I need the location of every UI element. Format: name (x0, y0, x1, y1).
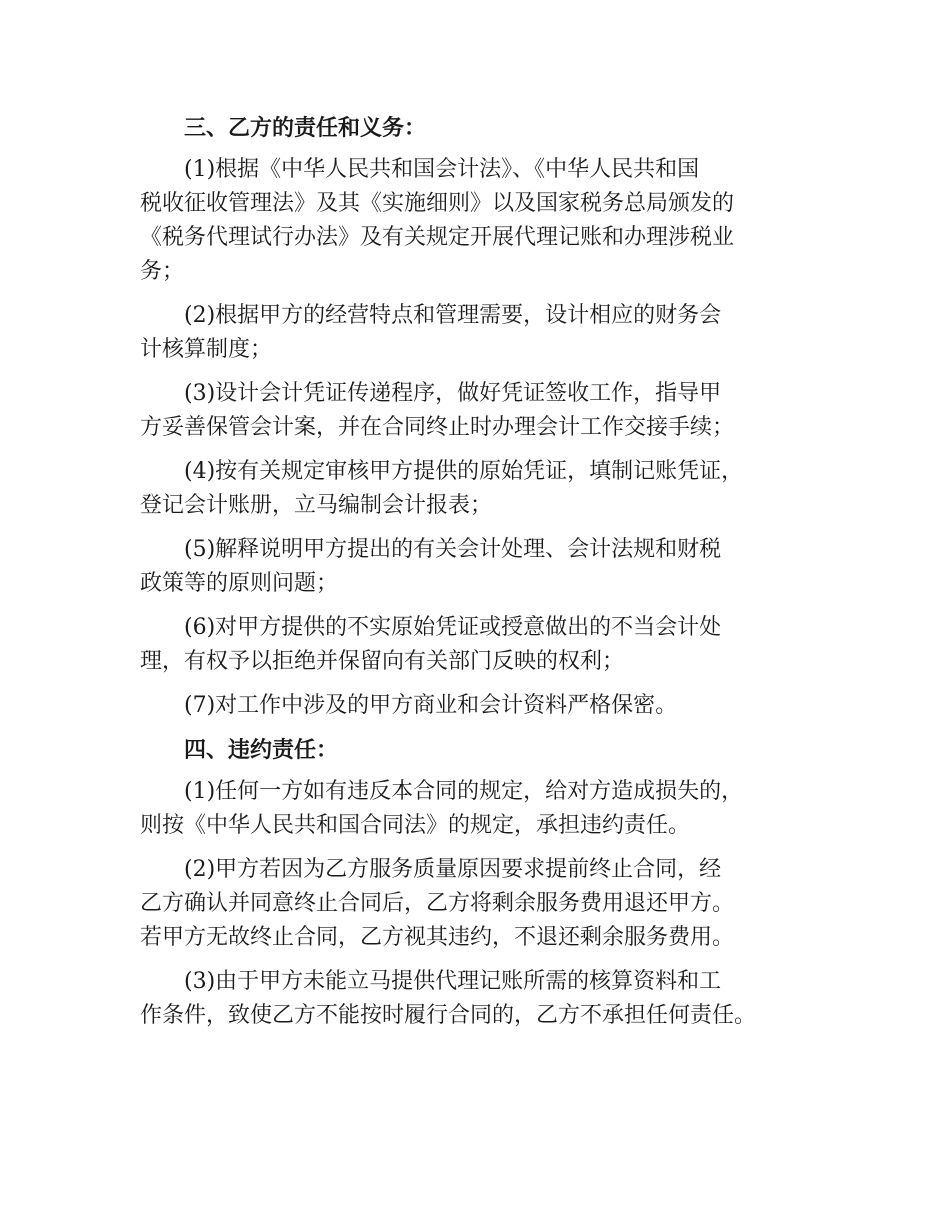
clause-line: (7)对工作中涉及的甲方商业和会计资料严格保密。 (184, 693, 678, 718)
clause-line: 务； (140, 259, 185, 284)
clause-line: 乙方确认并同意终止合同后，乙方将剩余服务费用退还甲方。 (140, 891, 735, 916)
clause-line: (6)对甲方提供的不实原始凭证或授意做出的不当会计处 (184, 615, 722, 640)
clause-line: (5)解释说明甲方提出的有关会计处理、会计法规和财税 (184, 537, 722, 562)
clause-item (140, 775, 830, 843)
clause-item (140, 853, 830, 955)
clause-item (140, 533, 830, 601)
clause-line: (3)由于甲方未能立马提供代理记账所需的核算资料和工 (184, 969, 722, 994)
clause-line: (2)甲方若因为乙方服务质量原因要求提前终止合同，经 (184, 857, 722, 882)
clause-line: (2)根据甲方的经营特点和管理需要，设计相应的财务会 (184, 303, 722, 328)
clause-line: 方妥善保管会计案，并在合同终止时办理会计工作交接手续； (140, 415, 735, 440)
clause-item (140, 153, 830, 289)
section-heading-responsibilities: 三、乙方的责任和义务： (184, 115, 427, 141)
clause-line: 《税务代理试行办法》及有关规定开展代理记账和办理涉税业 (140, 225, 735, 250)
clause-item (140, 299, 830, 367)
section-heading-breach-liability: 四、违约责任： (184, 737, 339, 763)
document-body (140, 111, 830, 1043)
clause-line: (4)按有关规定审核甲方提供的原始凭证，填制记账凭证， (184, 459, 744, 484)
clause-line: (1)根据《中华人民共和国会计法》、《中华人民共和国 (184, 157, 700, 182)
clause-line: 计核算制度； (140, 337, 273, 362)
clause-item (140, 965, 830, 1033)
clause-item (140, 377, 830, 445)
clause-line: 则按《中华人民共和国合同法》的规定，承担违约责任。 (140, 813, 691, 838)
clause-line: 税收征收管理法》及其《实施细则》以及国家税务总局颁发的 (140, 191, 735, 216)
clause-line: 若甲方无故终止合同，乙方视其违约，不退还剩余服务费用。 (140, 925, 735, 950)
clause-line: 政策等的原则问题； (140, 571, 339, 596)
clause-line: (1)任何一方如有违反本合同的规定，给对方造成损失的， (184, 779, 744, 804)
clause-line: 理，有权予以拒绝并保留向有关部门反映的权利； (140, 649, 625, 674)
clause-item (140, 611, 830, 679)
clause-line: 登记会计账册，立马编制会计报表； (140, 493, 493, 518)
clause-line: 作条件，致使乙方不能按时履行合同的，乙方不承担任何责任。 (140, 1003, 757, 1028)
clause-line: (3)设计会计凭证传递程序，做好凭证签收工作，指导甲 (184, 381, 722, 406)
clause-item (140, 455, 830, 523)
clause-item (140, 689, 830, 723)
